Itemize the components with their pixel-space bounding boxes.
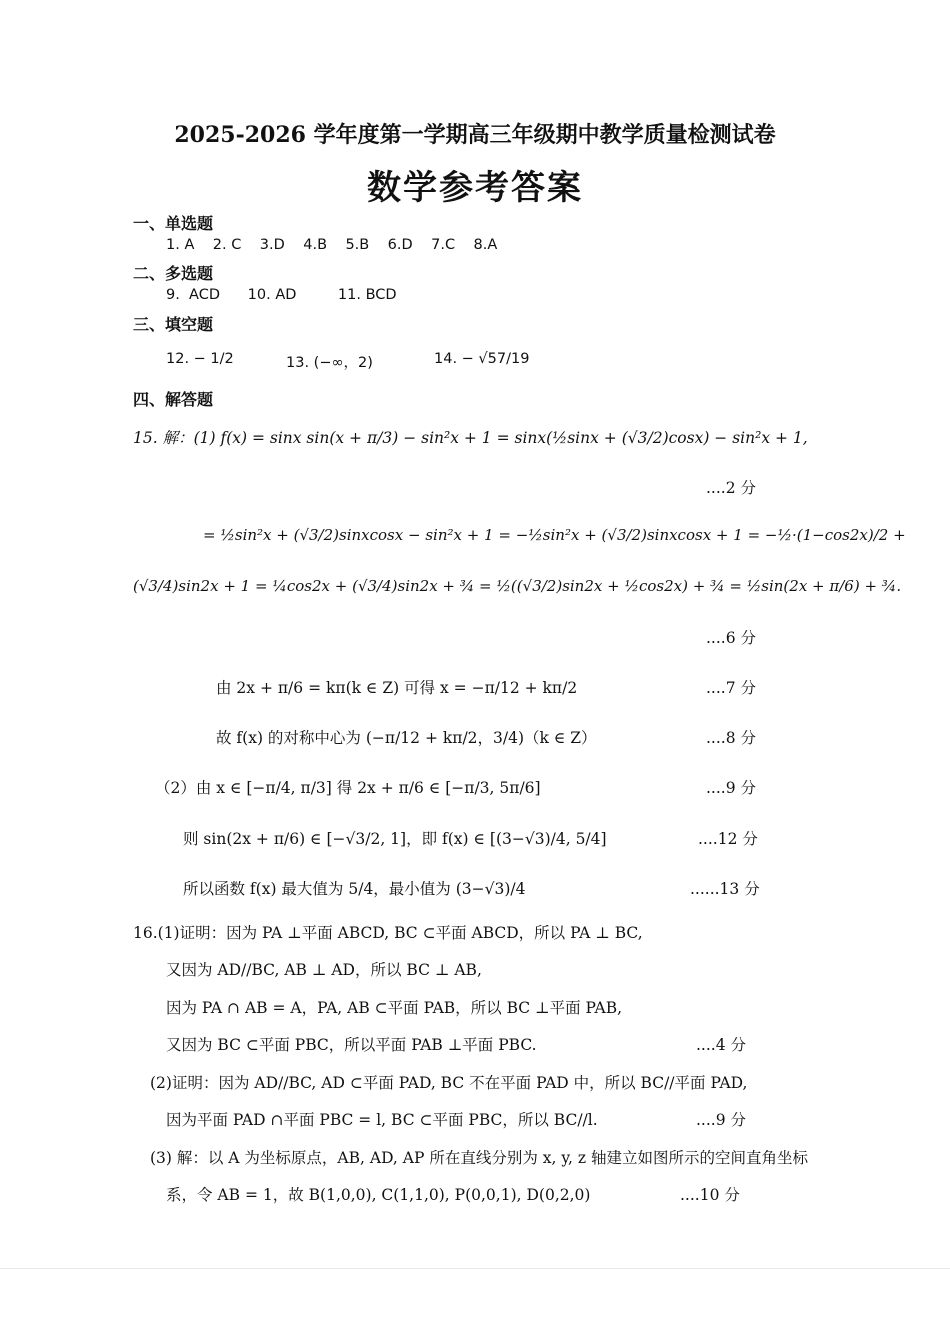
- q16-line-4: 又因为 BC ⊂平面 PBC，所以平面 PAB ⊥平面 PBC.: [166, 1036, 537, 1054]
- page-bottom-divider: [0, 1268, 950, 1269]
- q15-score-7: ......13 分: [690, 880, 760, 898]
- multiple-choice-answers: 9. ACD 10. AD 11. BCD: [166, 287, 397, 303]
- q15-line-1: 15. 解：(1) f(x) = sinx sin(x + π/3) − sin²x + 1 = sinx(½sinx + (√3/2)cosx) − sin²x + 1,: [133, 429, 808, 447]
- q15-score-3: ....7 分: [706, 679, 756, 697]
- q16-line-8: 系，令 AB = 1，故 B(1,0,0), C(1,1,0), P(0,0,1), D(0,2,0): [166, 1186, 591, 1204]
- q15-line-7: 则 sin(2x + π/6) ∈ [−√3/2, 1]，即 f(x) ∈ [(3−√3)/4, 5/4]: [183, 830, 607, 848]
- q15-score-4: ....8 分: [706, 729, 756, 747]
- q16-line-2: 又因为 AD//BC, AB ⊥ AD，所以 BC ⊥ AB,: [166, 961, 482, 979]
- section-heading-multiple-choice: 二、多选题: [133, 264, 214, 283]
- q16-score-2: ....9 分: [696, 1111, 746, 1129]
- q16-line-7: (3) 解：以 A 为坐标原点，AB, AD, AP 所在直线分别为 x, y, z 轴建立如图所示的空间直角坐标: [150, 1149, 809, 1167]
- q16-line-5: (2)证明：因为 AD//BC, AD ⊂平面 PAD, BC 不在平面 PAD 中，所以 BC//平面 PAD,: [150, 1074, 748, 1092]
- q15-score-6: ....12 分: [698, 830, 758, 848]
- q15-line-8: 所以函数 f(x) 最大值为 5/4，最小值为 (3−√3)/4: [183, 880, 526, 898]
- q16-score-3: ....10 分: [680, 1186, 740, 1204]
- section-heading-solutions: 四、解答题: [133, 390, 214, 409]
- q15-line-2: = ½sin²x + (√3/2)sinxcosx − sin²x + 1 = −½sin²x + (√3/2)sinxcosx + 1 = −½·(1−cos2x)/2 +: [203, 526, 906, 544]
- answer-q13: 13. (−∞，2): [286, 355, 373, 371]
- document-title: 2025-2026 学年度第一学期高三年级期中教学质量检测试卷: [174, 122, 776, 148]
- q15-line-6: （2）由 x ∈ [−π/4, π/3] 得 2x + π/6 ∈ [−π/3, 5π/6]: [155, 779, 541, 797]
- q15-line-4: 由 2x + π/6 = kπ(k ∈ Z) 可得 x = −π/12 + kπ/2: [216, 679, 578, 697]
- q15-score-5: ....9 分: [706, 779, 756, 797]
- section-heading-single-choice: 一、单选题: [133, 214, 214, 233]
- section-heading-fill-blank: 三、填空题: [133, 315, 214, 334]
- q16-line-6: 因为平面 PAD ∩平面 PBC = l, BC ⊂平面 PBC，所以 BC//l.: [166, 1111, 598, 1129]
- q16-score-1: ....4 分: [696, 1036, 746, 1054]
- answer-q14: 14. − √57/19: [434, 351, 530, 367]
- document-subtitle: 数学参考答案: [367, 168, 583, 208]
- q15-line-3: (√3/4)sin2x + 1 = ¼cos2x + (√3/4)sin2x + ¾ = ½((√3/2)sin2x + ½cos2x) + ¾ = ½sin(2x + π/6) + ¾.: [133, 577, 902, 595]
- single-choice-answers: 1. A 2. C 3.D 4.B 5.B 6.D 7.C 8.A: [166, 237, 498, 253]
- q15-score-2: ....6 分: [706, 629, 756, 647]
- q15-score-1: ....2 分: [706, 479, 756, 497]
- q15-line-5: 故 f(x) 的对称中心为 (−π/12 + kπ/2，3/4)（k ∈ Z）: [216, 729, 597, 747]
- q16-line-1: 16.(1)证明：因为 PA ⊥平面 ABCD, BC ⊂平面 ABCD，所以 PA ⊥ BC,: [133, 924, 643, 942]
- q16-line-3: 因为 PA ∩ AB = A，PA, AB ⊂平面 PAB，所以 BC ⊥平面 PAB,: [166, 999, 623, 1017]
- answer-q12: 12. − 1/2: [166, 351, 234, 367]
